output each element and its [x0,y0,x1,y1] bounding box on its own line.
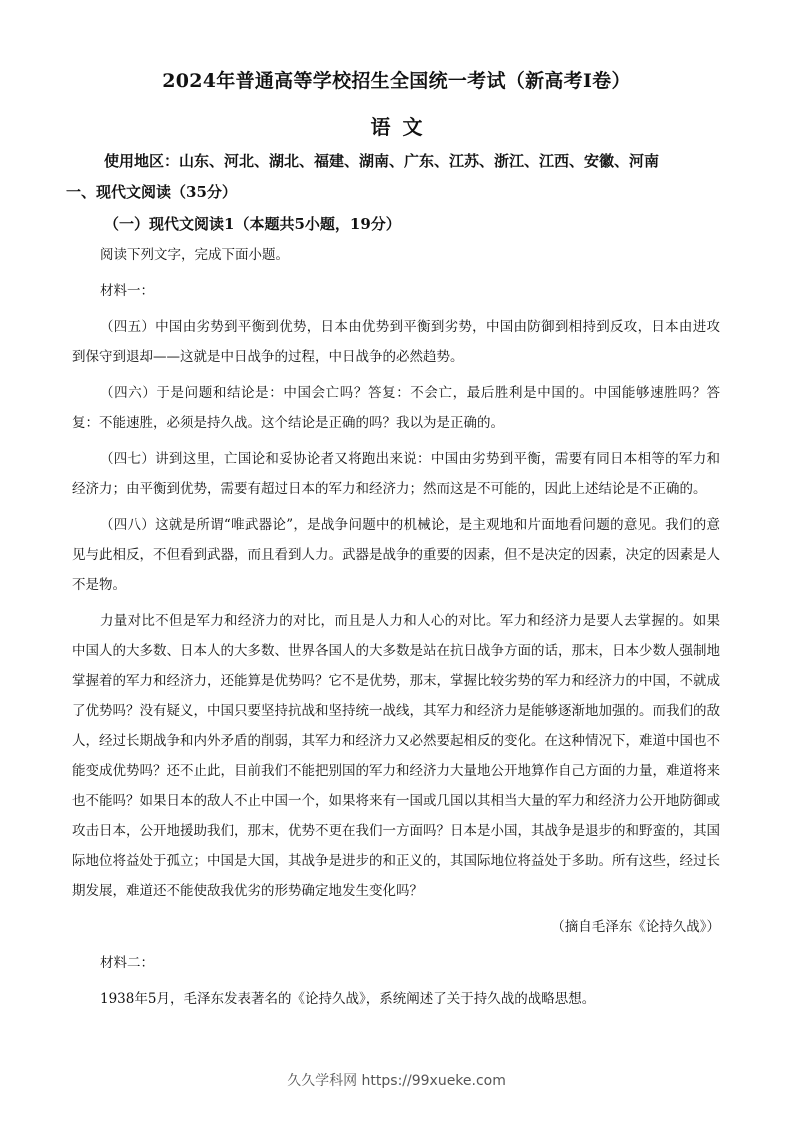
instruction-text: 阅读下列文字，完成下面小题。 [100,247,289,263]
paragraph-46: （四六）于是问题和结论是：中国会亡吗？答复：不会亡，最后胜利是中国的。中国能够速胜吗？答复：不能速胜，必须是持久战。这个结论是正确的吗？我以为是正确的。 [72,385,720,431]
paragraph-48: （四八）这就是所谓“唯武器论”，是战争问题中的机械论，是主观地和片面地看问题的意见。我们的意见与此相反，不但看到武器，而且看到人力。武器是战争的重要的因素，但不是决定的因素，决定的因素是人不是物。 [72,517,720,593]
paragraph-45: （四五）中国由劣势到平衡到优势，日本由优势到平衡到劣势，中国由防御到相持到反攻，日本由进攻到保守到退却——这就是中日战争的过程，中日战争的必然趋势。 [72,319,720,365]
exam-title: 2024年普通高等学校招生全国统一考试（新高考Ⅰ卷） [162,70,631,92]
subject-heading: 语文 [370,115,435,139]
material2-text: 1938年5月，毛泽东发表著名的《论持久战》，系统阐述了关于持久战的战略思想。 [100,991,596,1007]
subsection-heading: （一）现代文阅读1（本题共5小题，19分） [104,215,401,233]
material2-label: 材料二： [100,955,154,971]
paragraph-force-comparison: 力量对比不但是军力和经济力的对比，而且是人力和人心的对比。军力和经济力是要人去掌握的。如果中国人的大多数、日本人的大多数、世界各国人的大多数是站在抗日战争方面的话，那末，日本少数人强制地掌握着的军力和经济力，还能算是优势吗？它不是优势，那末，掌握比较劣势的军力和经济力的中国，不就成了优势吗？没有疑义，中国只要坚持抗战和坚持统一战线，其军力和经济力是能够逐渐地加强的。而我们的敌人，经过长期战争和内外矛盾的削弱，其军力和经济力又必然要起相反的变化。在这种情况下，难道中国也不能变成优势吗？还不止此，目前我们不能把别国的军力和经济力大量地公开地算作自己方面的力量，难道将来也不能吗？如果日本的敌人不止中国一个，如果将来有一国或几国以其相当大量的军力和经济力公开地防御或攻击日本，公开地援助我们，那末，优势不更在我们一方面吗？日本是小国，其战争是退步的和野蛮的，其国际地位将益处于孤立；中国是大国，其战争是进步的和正义的，其国际地位将益处于多助。所有这些，经过长期发展，难道还不能使敌我优劣的形势确定地发生变化吗？ [72,613,720,899]
paragraph-47: （四七）讲到这里，亡国论和妥协论者又将跑出来说：中国由劣势到平衡，需要有同日本相等的军力和经济力；由平衡到优势，需要有超过日本的军力和经济力；然而这是不可能的，因此上述结论是不正确的。 [72,451,720,497]
source-citation: （摘自毛泽东《论持久战》） [551,919,720,935]
usage-region: 使用地区：山东、河北、湖北、福建、湖南、广东、江苏、浙江、江西、安徽、河南 [104,152,660,170]
reading-content [72,240,720,1020]
footer-watermark: 久久学科网 https://99xueke.com [287,1073,506,1089]
section-heading: 一、现代文阅读（35分） [66,183,237,201]
material1-label: 材料一： [100,283,154,299]
